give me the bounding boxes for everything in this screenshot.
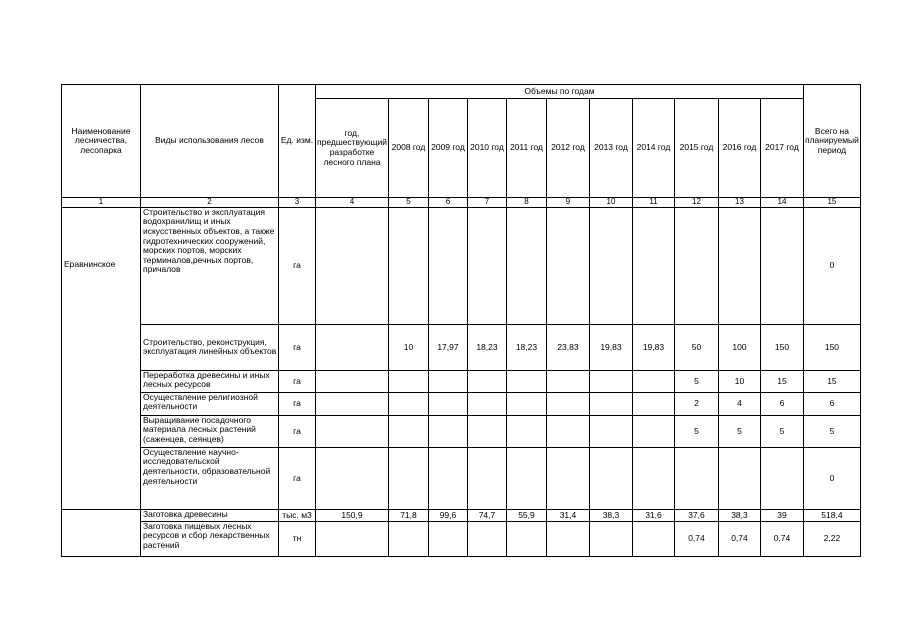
value-cell <box>718 447 760 509</box>
value-cell <box>760 447 803 509</box>
value-cell <box>760 207 803 324</box>
value-cell: 31,6 <box>632 509 674 521</box>
value-cell <box>428 415 467 447</box>
column-number-14: 14 <box>760 198 803 208</box>
column-number-1: 1 <box>62 198 141 208</box>
total-cell: 2,22 <box>803 521 860 556</box>
value-cell <box>632 370 674 392</box>
value-cell <box>506 447 546 509</box>
value-cell <box>316 392 389 415</box>
value-cell <box>506 392 546 415</box>
header-year-2: 2009 год <box>428 99 467 198</box>
use-type-cell: Заготовка древесины <box>141 509 279 521</box>
total-cell: 0 <box>803 207 860 324</box>
value-cell <box>388 521 428 556</box>
value-cell: 5 <box>674 415 718 447</box>
value-cell: 50 <box>674 324 718 370</box>
total-cell: 0 <box>803 447 860 509</box>
use-type-cell: Осуществление религиозной деятельности <box>141 392 279 415</box>
table-row <box>62 207 861 324</box>
header-volumes-by-year: Объемы по годам <box>316 85 804 99</box>
value-cell <box>546 521 589 556</box>
header-year-5: 2012 год <box>546 99 589 198</box>
header-year-1: 2008 год <box>388 99 428 198</box>
unit-cell: тыс. м3 <box>279 509 316 521</box>
column-number-6: 6 <box>428 198 467 208</box>
column-number-12: 12 <box>674 198 718 208</box>
use-type-cell: Переработка древесины и иных лесных ресурсов <box>141 370 279 392</box>
value-cell <box>428 521 467 556</box>
total-cell: 150 <box>803 324 860 370</box>
value-cell <box>428 447 467 509</box>
value-cell: 74,7 <box>467 509 506 521</box>
value-cell <box>467 392 506 415</box>
table-row <box>62 370 861 392</box>
value-cell: 19,83 <box>589 324 632 370</box>
use-type-cell: Заготовка пищевых лесных ресурсов и сбор лекарственных растений <box>141 521 279 556</box>
value-cell: 100 <box>718 324 760 370</box>
value-cell <box>589 392 632 415</box>
unit-cell: тн <box>279 521 316 556</box>
value-cell <box>388 370 428 392</box>
value-cell <box>316 207 389 324</box>
table-row <box>62 521 861 556</box>
use-type-cell: Осуществление научно-исследовательской деятельности, образовательной деятельности <box>141 447 279 509</box>
value-cell <box>316 415 389 447</box>
total-cell: 6 <box>803 392 860 415</box>
value-cell: 0,74 <box>718 521 760 556</box>
total-cell: 518,4 <box>803 509 860 521</box>
column-number-3: 3 <box>279 198 316 208</box>
column-number-4: 4 <box>316 198 389 208</box>
value-cell <box>632 521 674 556</box>
value-cell <box>388 207 428 324</box>
value-cell: 10 <box>388 324 428 370</box>
value-cell: 55,9 <box>506 509 546 521</box>
value-cell <box>428 370 467 392</box>
column-number-11: 11 <box>632 198 674 208</box>
value-cell <box>546 392 589 415</box>
use-type-cell: Строительство, реконструкция, эксплуатация линейных объектов <box>141 324 279 370</box>
header-year-4: 2011 год <box>506 99 546 198</box>
value-cell: 0,74 <box>674 521 718 556</box>
value-cell <box>388 415 428 447</box>
value-cell: 38,3 <box>718 509 760 521</box>
forestry-name-empty <box>62 509 141 556</box>
value-cell: 71,8 <box>388 509 428 521</box>
value-cell: 5 <box>674 370 718 392</box>
header-forestry: Наименование лесничества, лесопарка <box>62 85 141 198</box>
value-cell <box>388 392 428 415</box>
value-cell <box>467 447 506 509</box>
unit-cell: га <box>279 392 316 415</box>
value-cell: 5 <box>718 415 760 447</box>
value-cell <box>316 370 389 392</box>
header-year-10: 2017 год <box>760 99 803 198</box>
table-row <box>62 324 861 370</box>
value-cell: 0,74 <box>760 521 803 556</box>
value-cell <box>388 447 428 509</box>
value-cell: 5 <box>760 415 803 447</box>
column-number-7: 7 <box>467 198 506 208</box>
header-unit: Ед. изм. <box>279 85 316 198</box>
value-cell <box>506 207 546 324</box>
value-cell: 10 <box>718 370 760 392</box>
value-cell: 150,9 <box>316 509 389 521</box>
value-cell: 17,97 <box>428 324 467 370</box>
unit-cell: га <box>279 447 316 509</box>
forest-use-table <box>61 84 861 557</box>
column-number-2: 2 <box>141 198 279 208</box>
header-year-9: 2016 год <box>718 99 760 198</box>
total-cell: 5 <box>803 415 860 447</box>
value-cell <box>428 392 467 415</box>
value-cell <box>632 392 674 415</box>
header-year-8: 2015 год <box>674 99 718 198</box>
value-cell <box>632 207 674 324</box>
forestry-name: Еравнинское <box>62 207 141 509</box>
value-cell <box>589 447 632 509</box>
value-cell <box>589 521 632 556</box>
column-number-15: 15 <box>803 198 860 208</box>
column-number-13: 13 <box>718 198 760 208</box>
value-cell <box>546 447 589 509</box>
value-cell <box>632 415 674 447</box>
value-cell: 31,4 <box>546 509 589 521</box>
value-cell <box>674 207 718 324</box>
value-cell <box>467 370 506 392</box>
value-cell <box>467 207 506 324</box>
table-row <box>62 447 861 509</box>
use-type-cell: Строительство и эксплуатация водохранилищ и иных искусственных объектов, а также гидротехнических сооружений, морских портов, морских терминалов,речных портов, причалов <box>141 207 279 324</box>
value-cell <box>467 415 506 447</box>
header-year-7: 2014 год <box>632 99 674 198</box>
header-year-0: год, предшествующий разработке лесного плана <box>316 99 389 198</box>
value-cell <box>546 370 589 392</box>
value-cell <box>316 447 389 509</box>
value-cell <box>718 207 760 324</box>
value-cell <box>674 447 718 509</box>
value-cell: 23,83 <box>546 324 589 370</box>
value-cell: 6 <box>760 392 803 415</box>
value-cell: 39 <box>760 509 803 521</box>
column-number-9: 9 <box>546 198 589 208</box>
table-row <box>62 392 861 415</box>
unit-cell: га <box>279 324 316 370</box>
value-cell: 18,23 <box>467 324 506 370</box>
header-year-3: 2010 год <box>467 99 506 198</box>
unit-cell: га <box>279 370 316 392</box>
value-cell <box>546 415 589 447</box>
value-cell: 99,6 <box>428 509 467 521</box>
value-cell <box>506 415 546 447</box>
column-number-8: 8 <box>506 198 546 208</box>
value-cell <box>506 521 546 556</box>
unit-cell: га <box>279 207 316 324</box>
total-cell: 15 <box>803 370 860 392</box>
value-cell <box>428 207 467 324</box>
value-cell <box>589 207 632 324</box>
value-cell <box>632 447 674 509</box>
value-cell <box>316 521 389 556</box>
value-cell <box>467 521 506 556</box>
table-row <box>62 509 861 521</box>
value-cell: 37,6 <box>674 509 718 521</box>
value-cell: 15 <box>760 370 803 392</box>
value-cell <box>589 370 632 392</box>
value-cell: 38,3 <box>589 509 632 521</box>
unit-cell: га <box>279 415 316 447</box>
value-cell: 18,23 <box>506 324 546 370</box>
header-total: Всего на планируемый период <box>803 85 860 198</box>
value-cell <box>506 370 546 392</box>
header-year-6: 2013 год <box>589 99 632 198</box>
use-type-cell: Выращивание посадочного материала лесных растений (саженцев, сеянцев) <box>141 415 279 447</box>
value-cell <box>316 324 389 370</box>
value-cell: 150 <box>760 324 803 370</box>
value-cell: 19,83 <box>632 324 674 370</box>
value-cell <box>589 415 632 447</box>
value-cell <box>546 207 589 324</box>
header-use-type: Виды использования лесов <box>141 85 279 198</box>
value-cell: 4 <box>718 392 760 415</box>
value-cell: 2 <box>674 392 718 415</box>
column-number-10: 10 <box>589 198 632 208</box>
column-number-5: 5 <box>388 198 428 208</box>
table-row <box>62 415 861 447</box>
